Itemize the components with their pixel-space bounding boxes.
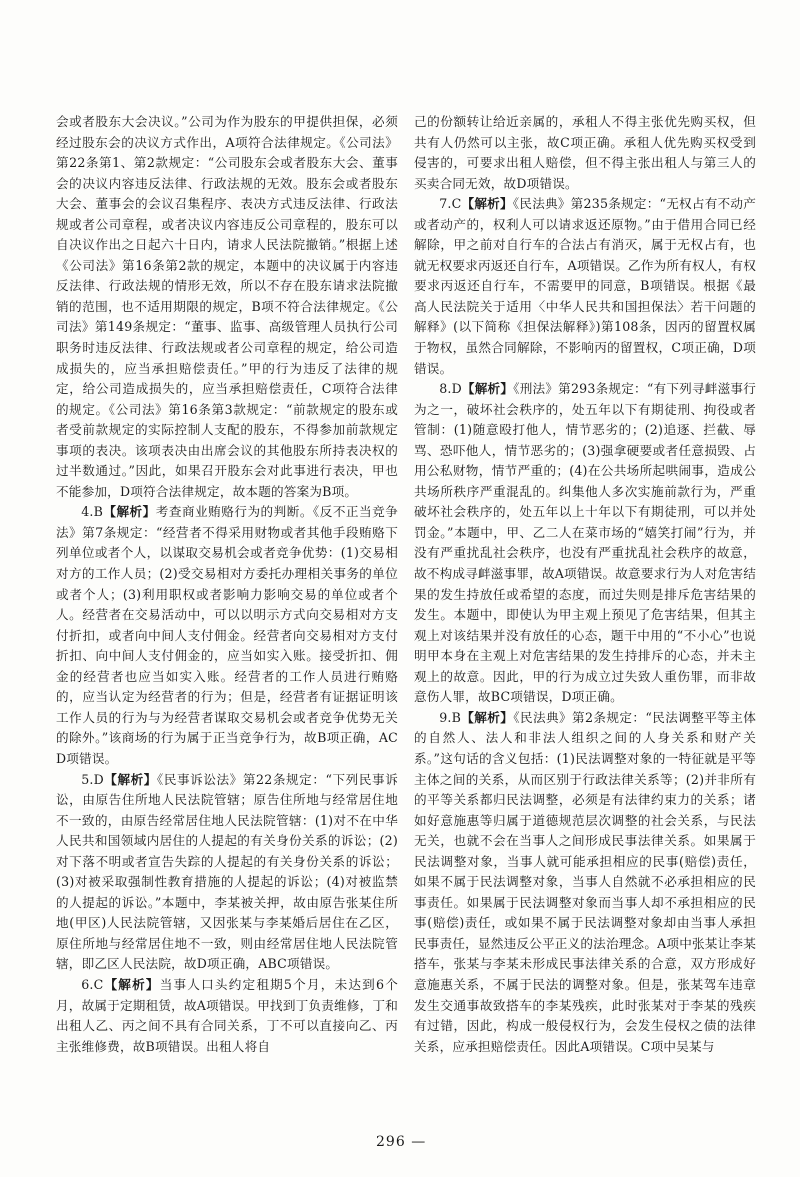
- paragraph-text: 《民法典》第235条规定：“无权占有不动产或者动产的，权利人可以请求返还原物。”由于借用合同已经解除，甲之前对自行车的合法占有消灭，属于无权占有，也就无权要求丙返还自行车，A项错误。乙作为所有权人，有权要求丙返还自行车，不需要甲的同意，B项错误。根据《最高人民法院关于适用〈中华人民共和国担保法〉若干问题的解释》(以下简称《担保法解释》)第108条，因丙的留置权属于物权，虽然合同解除，不影响丙的留置权，C项正确，D项错误。: [414, 196, 756, 376]
- right-column: [414, 112, 756, 1057]
- paragraph-text: 《民法典》第2条规定：“民法调整平等主体的自然人、法人和非法人组织之间的人身关系和财产关系。”这句话的含义包括：(1)民法调整对象的一特征就是平等主体之间的关系，从而区别于行政法律关系等；(2)并非所有的平等关系都归民法调整，必须是有法律约束力的关系；诸如好意施惠等归属于道德规范层次调整的社会关系，与民法无关，也就不会在当事人之间形成民事法律关系。如果属于民法调整对象，当事人就可能承担相应的民事(赔偿)责任，如果不属于民法调整对象，当事人自然就不必承担相应的民事责任。如果属于民法调整对象而当事人却不承担相应的民事(赔偿)责任，或如果不属于民法调整对象却由当事人承担民事责任，显然违反公平正义的法治理念。A项中张某让李某搭车，张某与李某未形成民事法律关系的合意，双方形成好意施惠关系，不属于民法的调整对象。但是，张某驾车违章发生交通事故致搭车的李某残疾，此时张某对于李某的残疾有过错，因此，构成一般侵权行为，会发生侵权之债的法律关系，应承担赔偿责任。因此A项错误。C项中吴某与: [414, 709, 756, 1054]
- answer-number: 9.B: [439, 709, 462, 725]
- analysis-tag: 【解析】: [103, 976, 160, 992]
- paragraph-text: 会或者股东大会决议。”公司为作为股东的甲提供担保，必须经过股东会的决议方式作出，A项符合法律规定。《公司法》第22条第1、第2款规定：“公司股东会或者股东大会、董事会的决议内容违反法律、行政法规的无效。股东会或者股东大会、董事会的会议召集程序、表决方式违反法律、行政法规或者公司章程，或者决议内容违反公司章程的，股东可以自决议作出之日起六十日内，请求人民法院撤销。”根据上述《公司法》第16条第2款的规定，本题中的决议属于内容违反法律、行政法规的情形无效，所以不存在股东请求法院撤销的范围，也不适用期限的规定，B项不符合法律规定。《公司法》第149条规定：“董事、监事、高级管理人员执行公司职务时违反法律、行政法规或者公司章程的规定，给公司造成损失的，应当承担赔偿责任。”甲的行为违反了法律的规定，给公司造成损失的，应当承担赔偿责任，C项符合法律的规定。《公司法》第16条第3款规定：“前款规定的股东或者受前款规定的实际控制人支配的股东，不得参加前款规定事项的表决。该项表决由出席会议的其他股东所持表决权的过半数通过。”因此，如果召开股东会对此事进行表决，甲也不能参加，D项符合法律规定，故本题的答案为B项。: [56, 114, 398, 499]
- answer-item-6: [56, 975, 398, 1057]
- answer-number: 6.C: [81, 976, 104, 992]
- left-column: [56, 112, 398, 1057]
- paragraph-continuation: [56, 112, 398, 502]
- page-number-text: 296: [376, 1134, 406, 1150]
- analysis-tag: 【解析】: [461, 196, 513, 212]
- answer-item-7: [414, 194, 756, 379]
- answer-number: 4.B: [81, 504, 104, 520]
- paragraph-text: 当事人口头约定租期5个月，未达到6个月，故属于定期租赁，故A项错误。甲找到丁负责维修，丁和出租人乙、丙之间不具有合同关系，丁不可以直接向乙、丙主张维修费，故B项错误。出租人将自: [56, 976, 398, 1054]
- analysis-tag: 【解析】: [461, 709, 514, 725]
- analysis-tag: 【解析】: [461, 381, 514, 397]
- analysis-tag: 【解析】: [103, 504, 156, 520]
- answer-number: 8.D: [439, 381, 462, 397]
- answer-item-9: [414, 708, 756, 1057]
- answer-item-8: [414, 379, 756, 708]
- paragraph-continuation: [414, 112, 756, 194]
- answer-item-4: [56, 502, 398, 769]
- folio-dash: —: [411, 1134, 427, 1150]
- answer-number: 7.C: [439, 196, 462, 212]
- answer-number: 5.D: [81, 771, 104, 787]
- paragraph-text: 考查商业贿赂行为的判断。《反不正当竞争法》第7条规定：“经营者不得采用财物或者其他手段贿赂下列单位或者个人，以谋取交易机会或者竞争优势：(1)交易相对方的工作人员；(2)受交易相对方委托办理相关事务的单位或者个人；(3)利用职权或者影响力影响交易的单位或者个人。经营者在交易活动中，可以以明示方式向交易相对方支付折扣，或者向中间人支付佣金。经营者向交易相对方支付折扣、向中间人支付佣金的，应当如实入账。接受折扣、佣金的经营者也应当如实入账。经营者的工作人员进行贿赂的，应当认定为经营者的行为；但是，经营者有证据证明该工作人员的行为与为经营者谋取交易机会或者竞争优势无关的除外。”该商场的行为属于正当竞争行为，故B项正确，ACD项错误。: [56, 504, 399, 766]
- page-number: [376, 1134, 456, 1150]
- paragraph-text: 己的份额转让给近亲属的，承租人不得主张优先购买权，但共有人仍然可以主张，故C项正确。承租人优先购买权受到侵害的，可要求出租人赔偿，但不得主张出租人与第三人的买卖合同无效，故D项错误。: [414, 114, 756, 191]
- paragraph-text: 《民事诉讼法》第22条规定：“下列民事诉讼，由原告住所地人民法院管辖；原告住所地与经常居住地不一致的，由原告经常居住地人民法院管辖：(1)对不在中华人民共和国领域内居住的人提起的有关身份关系的诉讼；(2)对下落不明或者宣告失踪的人提起的有关身份关系的诉讼；(3)对被采取强制性教育措施的人提起的诉讼；(4)对被监禁的人提起的诉讼。”本题中，李某被关押，故由原告张某住所地(甲区)人民法院管辖，又因张某与李某婚后居住在乙区，原住所地与经常居住地不一致，则由经常居住地人民法院管辖，即乙区人民法院，故D项正确，ABC项错误。: [56, 771, 398, 972]
- paragraph-text: 《刑法》第293条规定：“有下列寻衅滋事行为之一，破坏社会秩序的，处五年以下有期徒刑、拘役或者管制：(1)随意殴打他人，情节恶劣的；(2)追逐、拦截、辱骂、恐吓他人，情节恶劣的；(3)强拿硬要或者任意损毁、占用公私财物，情节严重的；(4)在公共场所起哄闹事，造成公共场所秩序严重混乱的。纠集他人多次实施前款行为，严重破坏社会秩序的，处五年以上十年以下有期徒刑，可以并处罚金。”本题中，甲、乙二人在菜市场的“嬉笑打闹”行为，并没有严重扰乱社会秩序，也没有严重扰乱社会秩序的故意，故不构成寻衅滋事罪，故A项错误。故意要求行为人对危害结果的发生持放任或希望的态度，而过失则是排斥危害结果的发生。本题中，即使认为甲主观上预见了危害结果，但其主观上对该结果并没有放任的心态，题干中用的“不小心”也说明甲本身在主观上对危害结果的发生持排斥的心态，并未主观上的故意。因此，甲的行为成立过失致人重伤罪，而非故意伤人罪，故BC项错误，D项正确。: [414, 381, 756, 705]
- answer-item-5: [56, 770, 398, 975]
- analysis-tag: 【解析】: [103, 771, 157, 787]
